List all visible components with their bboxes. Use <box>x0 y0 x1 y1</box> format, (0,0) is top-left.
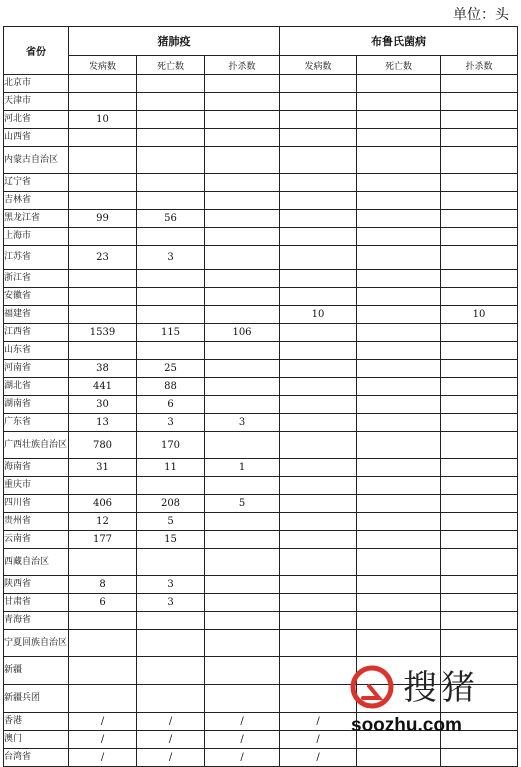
value-cell <box>441 749 518 767</box>
value-cell <box>137 549 205 576</box>
value-cell <box>357 342 441 360</box>
table-row <box>4 749 518 767</box>
value-cell: / <box>137 749 205 767</box>
table-row <box>4 531 518 549</box>
value-cell: / <box>69 749 137 767</box>
province-cell: 四川省 <box>4 495 69 513</box>
value-cell <box>357 396 441 414</box>
value-cell <box>205 657 280 685</box>
value-cell <box>441 612 518 630</box>
value-cell <box>357 459 441 477</box>
value-cell <box>357 270 441 288</box>
value-cell: / <box>205 713 280 731</box>
value-cell <box>357 147 441 174</box>
value-cell: 3 <box>137 594 205 612</box>
table-row <box>4 378 518 396</box>
value-cell <box>280 192 357 210</box>
table-row <box>4 630 518 657</box>
province-cell: 吉林省 <box>4 192 69 210</box>
value-cell <box>69 549 137 576</box>
value-cell <box>69 288 137 306</box>
value-cell <box>137 93 205 111</box>
value-cell: 115 <box>137 324 205 342</box>
value-cell: 177 <box>69 531 137 549</box>
value-cell <box>137 192 205 210</box>
value-cell <box>441 594 518 612</box>
value-cell: 10 <box>69 111 137 129</box>
value-cell <box>280 549 357 576</box>
value-cell: 99 <box>69 210 137 228</box>
value-cell <box>280 129 357 147</box>
value-cell <box>69 270 137 288</box>
value-cell <box>441 210 518 228</box>
value-cell: 6 <box>137 396 205 414</box>
value-cell: 5 <box>137 513 205 531</box>
value-cell <box>205 576 280 594</box>
province-cell: 云南省 <box>4 531 69 549</box>
value-cell: 170 <box>137 432 205 459</box>
province-cell: 安徽省 <box>4 288 69 306</box>
value-cell <box>205 174 280 192</box>
value-cell <box>357 549 441 576</box>
value-cell <box>137 270 205 288</box>
disease-header: 布鲁氏菌病 <box>280 27 518 56</box>
table-row <box>4 174 518 192</box>
value-cell <box>357 192 441 210</box>
value-cell <box>357 324 441 342</box>
province-header: 省份 <box>4 27 69 75</box>
value-cell <box>357 360 441 378</box>
value-cell <box>137 288 205 306</box>
value-cell <box>137 147 205 174</box>
value-cell <box>357 630 441 657</box>
value-cell <box>280 324 357 342</box>
value-cell <box>205 360 280 378</box>
value-cell: / <box>137 713 205 731</box>
value-cell: / <box>69 713 137 731</box>
table-row <box>4 513 518 531</box>
value-cell <box>69 174 137 192</box>
value-cell <box>205 93 280 111</box>
value-cell <box>441 324 518 342</box>
value-cell <box>280 459 357 477</box>
value-cell: 88 <box>137 378 205 396</box>
value-cell <box>137 111 205 129</box>
value-cell <box>441 531 518 549</box>
table-row <box>4 129 518 147</box>
value-cell <box>280 288 357 306</box>
value-cell <box>357 749 441 767</box>
value-cell <box>357 210 441 228</box>
table-row <box>4 288 518 306</box>
table-row <box>4 576 518 594</box>
value-cell <box>280 477 357 495</box>
value-cell <box>280 174 357 192</box>
province-cell: 浙江省 <box>4 270 69 288</box>
province-cell: 香港 <box>4 713 69 731</box>
value-cell <box>441 459 518 477</box>
value-cell: 13 <box>69 414 137 432</box>
value-cell <box>137 630 205 657</box>
value-cell <box>280 396 357 414</box>
value-cell <box>280 228 357 246</box>
disease-header: 猪肺疫 <box>69 27 280 56</box>
value-cell <box>280 630 357 657</box>
value-cell: 6 <box>69 594 137 612</box>
value-cell: 10 <box>441 306 518 324</box>
value-cell <box>69 612 137 630</box>
value-cell <box>357 111 441 129</box>
value-cell <box>357 495 441 513</box>
value-cell <box>357 93 441 111</box>
value-cell <box>205 288 280 306</box>
value-cell <box>280 75 357 93</box>
value-cell: 3 <box>137 576 205 594</box>
value-cell <box>357 246 441 270</box>
value-cell <box>441 75 518 93</box>
value-cell <box>280 147 357 174</box>
value-cell <box>357 531 441 549</box>
value-cell <box>280 612 357 630</box>
value-cell <box>137 342 205 360</box>
value-cell <box>441 147 518 174</box>
province-cell: 江西省 <box>4 324 69 342</box>
value-cell <box>137 75 205 93</box>
value-cell <box>357 306 441 324</box>
value-cell <box>205 477 280 495</box>
province-cell: 广东省 <box>4 414 69 432</box>
value-cell <box>441 414 518 432</box>
value-cell: 8 <box>69 576 137 594</box>
table-row <box>4 612 518 630</box>
watermark <box>345 660 515 742</box>
value-cell: 38 <box>69 360 137 378</box>
table-row <box>4 75 518 93</box>
value-cell <box>441 576 518 594</box>
value-cell: / <box>205 731 280 749</box>
value-cell <box>441 513 518 531</box>
value-cell: 56 <box>137 210 205 228</box>
province-cell: 广西壮族自治区 <box>4 432 69 459</box>
province-cell: 台湾省 <box>4 749 69 767</box>
province-cell: 湖北省 <box>4 378 69 396</box>
value-cell <box>69 192 137 210</box>
table-row <box>4 111 518 129</box>
value-cell: / <box>280 749 357 767</box>
table-row <box>4 594 518 612</box>
value-cell <box>280 246 357 270</box>
column-header: 发病数 <box>280 56 357 75</box>
value-cell <box>280 111 357 129</box>
column-header: 扑杀数 <box>441 56 518 75</box>
table-row <box>4 93 518 111</box>
province-cell: 贵州省 <box>4 513 69 531</box>
province-cell: 上海市 <box>4 228 69 246</box>
table-row <box>4 432 518 459</box>
column-header: 发病数 <box>69 56 137 75</box>
watermark-chinese: 搜猪 <box>403 668 479 708</box>
value-cell <box>441 246 518 270</box>
table-row <box>4 246 518 270</box>
value-cell: 10 <box>280 306 357 324</box>
province-cell: 福建省 <box>4 306 69 324</box>
value-cell <box>137 129 205 147</box>
value-cell <box>69 129 137 147</box>
value-cell: 3 <box>137 246 205 270</box>
value-cell: 3 <box>137 414 205 432</box>
value-cell <box>69 306 137 324</box>
value-cell: / <box>280 713 357 731</box>
value-cell <box>280 93 357 111</box>
value-cell <box>280 360 357 378</box>
table-row <box>4 360 518 378</box>
value-cell: 11 <box>137 459 205 477</box>
value-cell: / <box>205 749 280 767</box>
province-cell: 青海省 <box>4 612 69 630</box>
value-cell: 15 <box>137 531 205 549</box>
table-row <box>4 549 518 576</box>
table-row <box>4 324 518 342</box>
value-cell <box>205 210 280 228</box>
value-cell <box>357 228 441 246</box>
value-cell <box>441 495 518 513</box>
table-row <box>4 228 518 246</box>
table-row <box>4 210 518 228</box>
value-cell <box>280 378 357 396</box>
value-cell: 780 <box>69 432 137 459</box>
table-row <box>4 495 518 513</box>
value-cell: 25 <box>137 360 205 378</box>
table-row <box>4 477 518 495</box>
soozhu-logo-icon <box>349 664 395 710</box>
value-cell <box>280 513 357 531</box>
value-cell <box>441 270 518 288</box>
province-cell: 辽宁省 <box>4 174 69 192</box>
value-cell <box>69 228 137 246</box>
value-cell: 23 <box>69 246 137 270</box>
value-cell <box>441 93 518 111</box>
value-cell <box>205 612 280 630</box>
value-cell <box>205 630 280 657</box>
value-cell <box>205 378 280 396</box>
value-cell: 5 <box>205 495 280 513</box>
value-cell <box>280 342 357 360</box>
province-cell: 新疆 <box>4 657 69 685</box>
province-cell: 重庆市 <box>4 477 69 495</box>
value-cell <box>205 531 280 549</box>
value-cell <box>357 378 441 396</box>
value-cell <box>357 594 441 612</box>
value-cell <box>69 685 137 713</box>
value-cell <box>357 513 441 531</box>
value-cell <box>357 174 441 192</box>
value-cell: 406 <box>69 495 137 513</box>
value-cell <box>441 111 518 129</box>
value-cell <box>69 93 137 111</box>
value-cell <box>205 594 280 612</box>
value-cell <box>280 414 357 432</box>
value-cell: 1 <box>205 459 280 477</box>
value-cell <box>205 246 280 270</box>
province-cell: 山西省 <box>4 129 69 147</box>
value-cell <box>205 513 280 531</box>
province-cell: 天津市 <box>4 93 69 111</box>
value-cell <box>205 129 280 147</box>
province-cell: 北京市 <box>4 75 69 93</box>
value-cell <box>280 432 357 459</box>
value-cell <box>205 342 280 360</box>
value-cell: 441 <box>69 378 137 396</box>
value-cell <box>357 129 441 147</box>
province-cell: 陕西省 <box>4 576 69 594</box>
province-cell: 黑龙江省 <box>4 210 69 228</box>
value-cell <box>441 549 518 576</box>
value-cell <box>137 657 205 685</box>
province-cell: 西藏自治区 <box>4 549 69 576</box>
province-cell: 山东省 <box>4 342 69 360</box>
value-cell <box>137 174 205 192</box>
table-row <box>4 270 518 288</box>
value-cell <box>441 174 518 192</box>
watermark-url: soozhu.com <box>351 715 462 736</box>
value-cell <box>441 192 518 210</box>
value-cell <box>441 360 518 378</box>
value-cell <box>441 432 518 459</box>
value-cell <box>357 477 441 495</box>
value-cell: / <box>137 731 205 749</box>
value-cell <box>441 378 518 396</box>
value-cell <box>280 495 357 513</box>
value-cell <box>441 228 518 246</box>
province-cell: 河北省 <box>4 111 69 129</box>
value-cell <box>280 210 357 228</box>
value-cell <box>205 396 280 414</box>
value-cell <box>205 192 280 210</box>
value-cell <box>357 288 441 306</box>
value-cell <box>441 129 518 147</box>
value-cell <box>441 477 518 495</box>
table-row <box>4 342 518 360</box>
unit-label: 单位：头 <box>453 7 509 23</box>
value-cell <box>69 342 137 360</box>
value-cell <box>205 147 280 174</box>
value-cell: / <box>69 731 137 749</box>
value-cell <box>357 414 441 432</box>
table-row <box>4 459 518 477</box>
value-cell <box>69 147 137 174</box>
value-cell <box>280 594 357 612</box>
province-cell: 河南省 <box>4 360 69 378</box>
value-cell <box>357 612 441 630</box>
column-header: 扑杀数 <box>205 56 280 75</box>
value-cell: 12 <box>69 513 137 531</box>
value-cell <box>205 75 280 93</box>
province-cell: 甘肃省 <box>4 594 69 612</box>
value-cell: 106 <box>205 324 280 342</box>
value-cell <box>205 111 280 129</box>
value-cell <box>441 396 518 414</box>
value-cell <box>280 576 357 594</box>
value-cell <box>205 685 280 713</box>
province-cell: 湖南省 <box>4 396 69 414</box>
disease-table <box>3 26 518 767</box>
column-header: 死亡数 <box>137 56 205 75</box>
table-row <box>4 306 518 324</box>
column-header: 死亡数 <box>357 56 441 75</box>
value-cell <box>137 306 205 324</box>
value-cell <box>69 477 137 495</box>
value-cell <box>205 432 280 459</box>
value-cell <box>441 630 518 657</box>
province-cell: 宁夏回族自治区 <box>4 630 69 657</box>
table-row <box>4 414 518 432</box>
value-cell <box>441 288 518 306</box>
value-cell <box>137 685 205 713</box>
value-cell <box>205 306 280 324</box>
province-cell: 内蒙古自治区 <box>4 147 69 174</box>
value-cell <box>137 228 205 246</box>
value-cell <box>205 270 280 288</box>
value-cell <box>205 228 280 246</box>
value-cell: / <box>280 731 357 749</box>
value-cell <box>69 75 137 93</box>
value-cell <box>357 432 441 459</box>
table-row <box>4 192 518 210</box>
value-cell <box>441 342 518 360</box>
value-cell: 30 <box>69 396 137 414</box>
province-cell: 澳门 <box>4 731 69 749</box>
table-row <box>4 396 518 414</box>
value-cell <box>280 270 357 288</box>
value-cell <box>280 531 357 549</box>
value-cell: 3 <box>205 414 280 432</box>
value-cell: 208 <box>137 495 205 513</box>
value-cell <box>357 75 441 93</box>
value-cell <box>357 576 441 594</box>
province-cell: 新疆兵团 <box>4 685 69 713</box>
value-cell <box>137 477 205 495</box>
value-cell <box>69 630 137 657</box>
table-row <box>4 147 518 174</box>
province-cell: 江苏省 <box>4 246 69 270</box>
province-cell: 海南省 <box>4 459 69 477</box>
value-cell <box>69 657 137 685</box>
value-cell <box>137 612 205 630</box>
value-cell <box>205 549 280 576</box>
value-cell: 31 <box>69 459 137 477</box>
value-cell: 1539 <box>69 324 137 342</box>
